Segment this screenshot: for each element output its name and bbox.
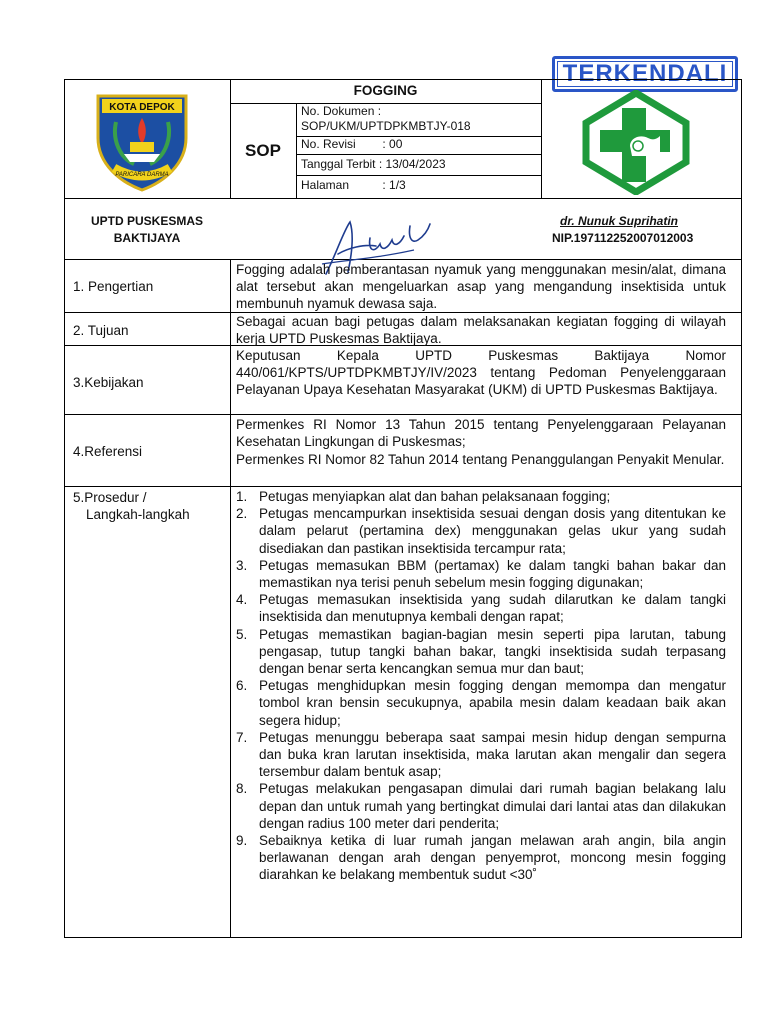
procedure-step xyxy=(236,591,726,625)
procedure-step xyxy=(236,677,726,729)
header-vline-2 xyxy=(296,103,297,198)
step-number: 5. xyxy=(236,626,248,642)
pengertian-text: Fogging adalah pemberantasan nyamuk yang menggunakan mesin/alat, dimana alat tersebut akan mengeluarkan asap yang mengandung insektisida untuk membunuh nyamuk dewasa saja. xyxy=(236,262,726,311)
step-text: Petugas memasukan BBM (pertamax) ke dalam tangki bahan bakar dan memastikan nya terisi penuh sebelum mesin fogging digunakan; xyxy=(259,557,726,591)
procedure-step xyxy=(236,488,726,505)
step-number: 1. xyxy=(236,489,248,504)
referensi-label: 4.Referensi xyxy=(73,444,143,459)
step-number: 9. xyxy=(236,833,248,849)
step-text: Sebaiknya ketika di luar rumah jangan melawan arah angin, bila angin berlawanan dengan arah dengan penyemprot, moncong mesin fogging diarahkan ke belakang membentuk sudut <30˚ xyxy=(259,833,726,883)
issue-date: Tanggal Terbit : 13/04/2023 xyxy=(301,157,446,171)
referensi-text-2: Permenkes RI Nomor 82 Tahun 2014 tentang Penanggulangan Penyakit Menular. xyxy=(236,452,725,467)
procedure-list xyxy=(236,488,726,884)
header-bottom-line xyxy=(64,198,742,199)
document-title: FOGGING xyxy=(353,83,418,98)
referensi-line xyxy=(64,486,742,487)
puskesmas-logo xyxy=(582,90,690,195)
step-text: Petugas menunggu beberapa saat sampai mesin hidup dengan sempurna dan buka kran larutan insektisida, maka larutan akan mengalir dan segera tersembur dalam bentuk asap; xyxy=(259,729,726,780)
signer-name: dr. Nunuk Suprihatin xyxy=(560,214,679,228)
kebijakan-text: Keputusan Kepala UPTD Puskesmas Baktijaya Nomor 440/061/KPTS/UPTDPKMBTJY/IV/2023 tentang Pedoman Penyelenggaraan Pelayanan Upaya Kesehatan Masyarakat (UKM) di UPTD Puskesmas Baktijaya. xyxy=(236,348,726,397)
kebijakan-label: 3.Kebijakan xyxy=(73,375,144,390)
revision-number: No. Revisi : 00 xyxy=(301,137,403,151)
title-divider xyxy=(230,103,541,104)
step-number: 3. xyxy=(236,557,248,573)
step-text: Petugas melakukan pengasapan dimulai dari rumah bagian belakang lalu depan dan untuk rumah yang bertingkat dimulai dari lantai atas dan dilakukan dengan radius 100 meter dari penderita; xyxy=(259,781,726,831)
procedure-step xyxy=(236,505,726,557)
prosedur-label-line1: 5.Prosedur / xyxy=(73,490,147,505)
doc-number-label: No. Dokumen : xyxy=(301,104,382,118)
tujuan-text: Sebagai acuan bagi petugas dalam melaksanakan kegiatan fogging di wilayah kerja UPTD Puskesmas Baktijaya. xyxy=(236,314,726,346)
procedure-step xyxy=(236,626,726,678)
header-vline-3 xyxy=(541,79,542,198)
step-number: 4. xyxy=(236,592,248,608)
logo-text-bottom: PARICARA DARMA xyxy=(115,172,169,178)
step-text: Petugas mencampurkan insektisida sesuai dengan dosis yang ditentukan ke dalam pelarut (pertamina dex) menggunakan gelas ukur yang sudah disediakan dan pastikan insektisida tercampur rata; xyxy=(259,506,726,556)
step-number: 8. xyxy=(236,781,248,797)
procedure-step xyxy=(236,557,726,591)
step-number: 2. xyxy=(236,506,248,522)
step-number: 6. xyxy=(236,678,248,694)
date-divider xyxy=(296,175,541,176)
logo-text-top: KOTA DEPOK xyxy=(109,102,175,113)
doc-number-value: SOP/UKM/UPTDPKMBTJY-018 xyxy=(301,119,471,133)
pengertian-label: 1. Pengertian xyxy=(73,279,154,294)
step-text: Petugas menghidupkan mesin fogging dengan memompa dan mengatur tombol kran bensin secukupnya, apabila mesin dalam keadaan baik akan segera hidup; xyxy=(259,678,726,728)
org-name-line1: UPTD PUSKESMAS xyxy=(90,214,203,228)
procedure-step xyxy=(236,729,726,781)
step-text: Petugas menyiapkan alat dan bahan pelaksanaan fogging; xyxy=(259,489,611,504)
page-number: Halaman : 1/3 xyxy=(301,178,406,192)
kota-depok-logo xyxy=(94,92,190,192)
content-vline xyxy=(230,259,231,938)
stamp-text: TERKENDALI xyxy=(562,60,728,87)
step-number: 7. xyxy=(236,729,248,745)
procedure-step xyxy=(236,780,726,832)
revision-divider xyxy=(296,154,541,155)
tujuan-label: 2. Tujuan xyxy=(73,323,129,338)
prosedur-label-line2: Langkah-langkah xyxy=(86,507,190,522)
org-name-line2: BAKTIJAYA xyxy=(113,231,181,245)
procedure-step xyxy=(236,832,726,884)
step-text: Petugas memasukan insektisida yang sudah dilarutkan ke dalam tangki insektisida dan menutupnya kembali dengan rapat; xyxy=(259,592,726,625)
kebijakan-line xyxy=(64,414,742,415)
step-text: Petugas memastikan bagian-bagian mesin seperti pipa larutan, tabung pengasap, tutup tangki bahan bakar, tangki insektisida sudah terpasang dengan benar serta kencangkan semua mur dan baut; xyxy=(259,626,726,677)
sop-label: SOP xyxy=(245,141,281,160)
signer-nip: NIP.197112252007012003 xyxy=(552,231,694,245)
referensi-text-1: Permenkes RI Nomor 13 Tahun 2015 tentang Penyelenggaraan Pelayanan Kesehatan Lingkungan di Puskesmas; xyxy=(236,417,726,449)
